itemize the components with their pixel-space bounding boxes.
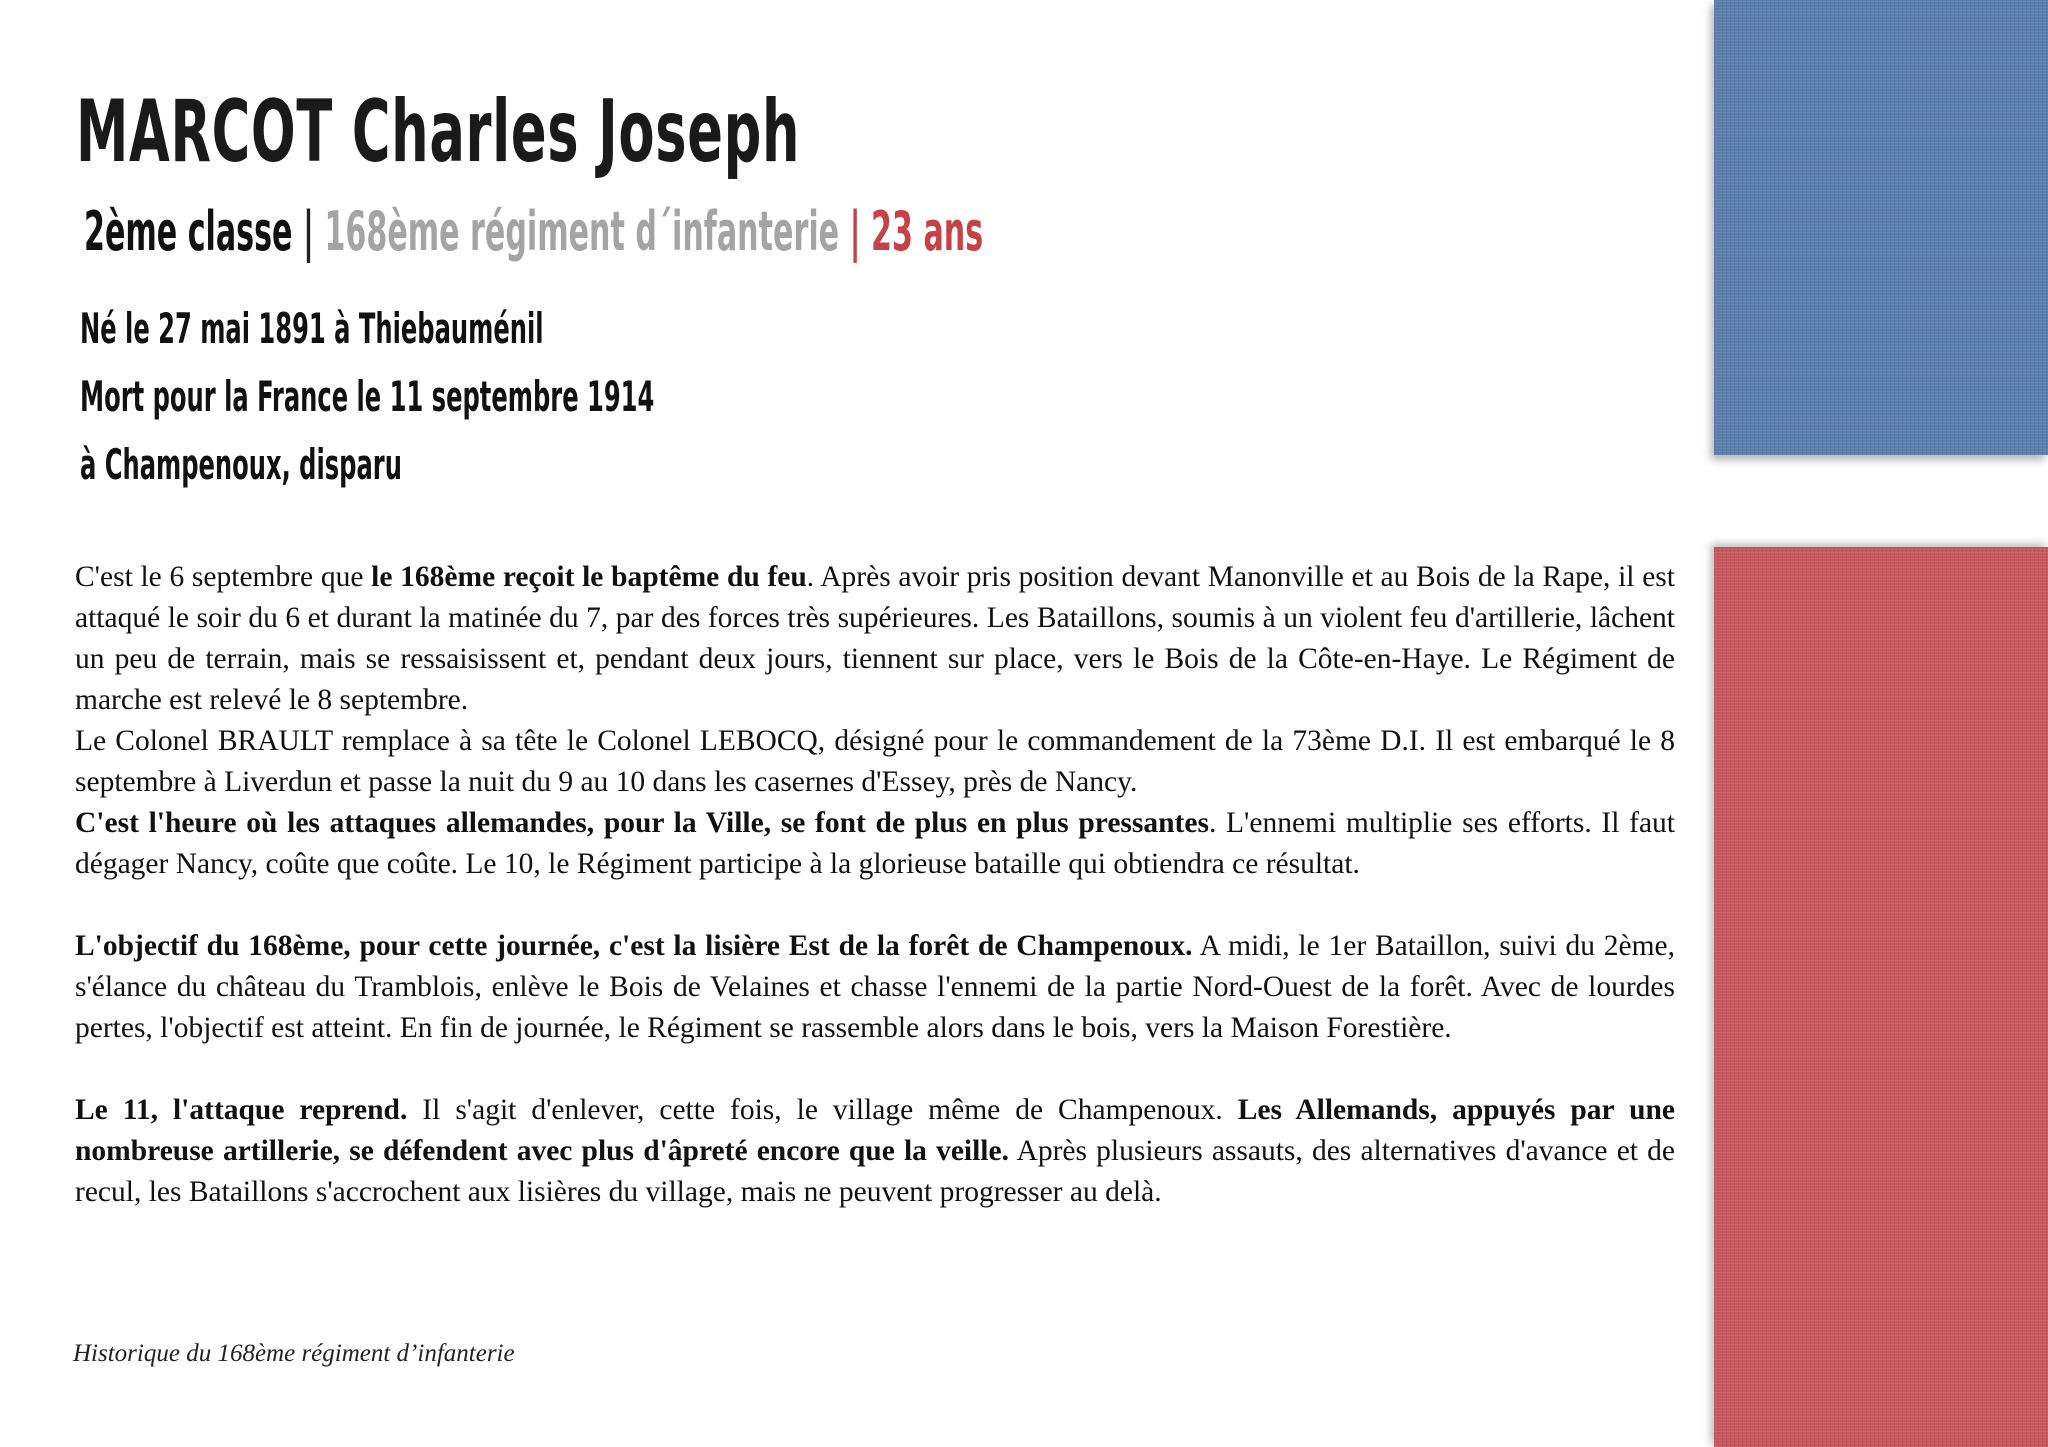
decorative-blue-panel <box>1714 0 2048 455</box>
historical-text <box>75 557 1675 1213</box>
source-citation: Historique du 168ème régiment d’infanterie <box>73 1340 515 1367</box>
bold-phrase: C'est l'heure où les attaques allemandes, pour la Ville, se font de plus en plus pressantes <box>75 807 1209 839</box>
paragraph: C'est l'heure où les attaques allemandes, pour la Ville, se font de plus en plus pressantes. L'ennemi multiplie ses efforts. Il faut dégager Nancy, coûte que coûte. Le 10, le Régiment participe à la glorieuse bataille qui obtiendra ce résultat. <box>75 807 1675 880</box>
bold-phrase: le 168ème reçoit le baptême du feu <box>371 561 807 593</box>
paragraph: C'est le 6 septembre que le 168ème reçoit le baptême du feu. Après avoir pris position devant Manonville et au Bois de la Rape, il est attaqué le soir du 6 et durant la matinée du 7, par des forces très supérieures. Les Bataillons, soumis à un violent feu d'artillerie, lâchent un peu de terrain, mais se ressaisissent et, pendant deux jours, tiennent sur place, vers le Bois de la Côte-en-Haye. Le Régiment de marche est relevé le 8 septembre. <box>75 561 1675 716</box>
person-name-title: MARCOT Charles Joseph <box>76 82 801 182</box>
paragraph: L'objectif du 168ème, pour cette journée, c'est la lisière Est de la forêt de Champenoux. A midi, le 1er Bataillon, suivi du 2ème, s'élance du château du Tramblois, enlève le Bois de Velaines et chasse l'ennemi de la partie Nord-Ouest de la forêt. Avec de lourdes pertes, l'objectif est atteint. En fin de journée, le Régiment se rassemble alors dans le bois, vers la Maison Forestière. <box>75 930 1676 1044</box>
rank-label: 2ème classe <box>84 200 293 263</box>
bold-phrase: Les Allemands, appuyés par une nombreuse artillerie, se défendent avec plus d'âpreté encore que la veille. <box>75 1094 1675 1167</box>
paragraph: Le Colonel BRAULT remplace à sa tête le Colonel LEBOCQ, désigné pour le commandement de la 73ème D.I. Il est embarqué le 8 septembre à Liverdun et passe la nuit du 9 au 10 dans les casernes d'Essey, près de Nancy. <box>75 725 1675 798</box>
bold-phrase: L'objectif du 168ème, pour cette journée, c'est la lisière Est de la forêt de Champenoux. <box>75 930 1193 962</box>
death-line: Mort pour la France le 11 septembre 1914 <box>80 372 655 421</box>
age-label: 23 ans <box>871 200 984 263</box>
separator: | <box>302 200 314 263</box>
bold-phrase: Le 11, l'attaque reprend. <box>75 1094 408 1126</box>
regiment-label: 168ème régiment d´infanterie <box>324 200 840 263</box>
service-subtitle <box>84 200 983 263</box>
death-place-line: à Champenoux, disparu <box>80 440 402 489</box>
separator-red: | <box>849 200 861 263</box>
birth-line: Né le 27 mai 1891 à Thiebauménil <box>80 304 544 353</box>
paragraph: Le 11, l'attaque reprend. Il s'agit d'enlever, cette fois, le village même de Champenoux. Les Allemands, appuyés par une nombreuse artillerie, se défendent avec plus d'âpreté encore que la veille. Après plusieurs assauts, des alternatives d'avance et de recul, les Bataillons s'accrochent aux lisières du village, mais ne peuvent progresser au delà. <box>75 1094 1676 1208</box>
decorative-red-panel <box>1714 547 2048 1447</box>
